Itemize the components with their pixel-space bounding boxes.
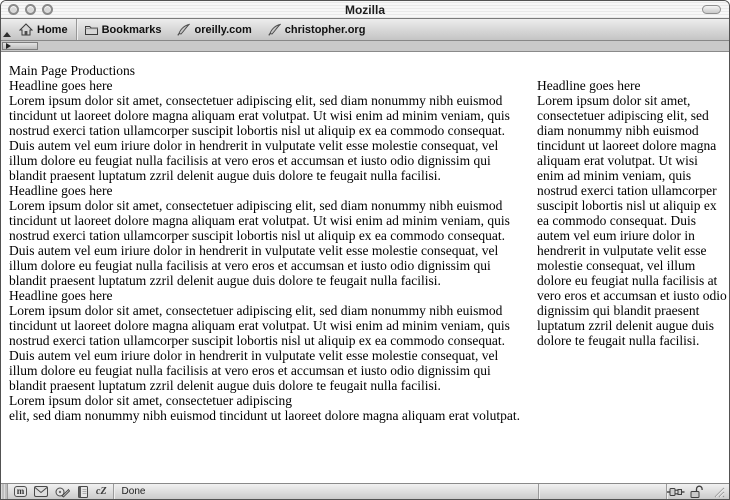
title-bar[interactable] (1, 1, 729, 19)
section-headline: Headline goes here (9, 183, 113, 198)
bookmark-oreilly[interactable] (169, 19, 259, 40)
folder-icon (85, 24, 98, 35)
section-paragraph: Lorem ipsum dolor sit amet, consectetuer adipiscing elit, sed diam nonummy nibh euismod tincidunt ut laoreet dolore magna aliquam erat volutpat. Ut wisi enim ad minim veniam, quis nostrud exerci tation ullamcorper suscipit lobortis nisl ut aliquip ex ea commodo consequat. Duis autem vel eum iriure dolor in hendrerit in vulputate velit esse molestie consequat, vel illum dolore eu feugiat nulla facilisis at vero eros et accumsan et iusto odio dignissim qui blandit praesent luptatum zzril delenit augue duis dolore te feugait nulla facilisi. (9, 93, 510, 183)
footer-text (9, 393, 659, 423)
toolbar-expand-grippy-icon (6, 43, 11, 49)
mail-icon[interactable] (34, 486, 48, 497)
collapsed-toolbar-tab[interactable] (2, 42, 38, 50)
bookmark-quill-icon (177, 23, 190, 36)
toolbar-collapse-grippy-icon[interactable] (3, 32, 11, 37)
bookmark-oreilly-label: oreilly.com (194, 23, 252, 36)
composer-icon[interactable] (55, 486, 70, 498)
bookmarks-button[interactable] (77, 19, 170, 40)
section-paragraph: Lorem ipsum dolor sit amet, consectetuer adipiscing elit, sed diam nonummy nibh euismod tincidunt ut laoreet dolore magna aliquam erat volutpat. Ut wisi enim ad minim veniam, quis nostrud exerci tation ullamcorper suscipit lobortis nisl ut aliquip ex ea commodo consequat. Duis autem vel eum iriure dolor in hendrerit in vulputate velit esse molestie consequat, vel illum dolore eu feugiat nulla facilisis at vero eros et accumsan et iusto odio dignissim qui blandit praesent luptatum zzril delenit augue duis dolore te feugait nulla facilisi. (9, 198, 510, 288)
footer-line-2: elit, sed diam nonummy nibh euismod tincidunt ut laoreet dolore magna aliquam erat volutpat. (9, 408, 521, 423)
address-book-icon[interactable] (77, 486, 89, 498)
zoom-button[interactable] (42, 4, 53, 15)
collapsed-toolbar-strip (1, 41, 729, 52)
toolbar-toggle-pill-button[interactable] (702, 5, 721, 14)
bookmark-christopher-label: christopher.org (284, 23, 366, 36)
resize-grip[interactable] (712, 485, 725, 498)
home-button[interactable] (11, 19, 76, 40)
window-controls (8, 4, 53, 15)
component-bar (8, 484, 113, 499)
main-column (9, 63, 530, 393)
sidebar-headline: Headline goes here (537, 78, 641, 93)
statusbar-right-icons (667, 484, 729, 499)
bookmark-christopher[interactable] (260, 19, 374, 40)
navigator-icon[interactable]: m (14, 486, 27, 497)
statusbar-grippy[interactable] (1, 484, 8, 499)
footer-line-1: Lorem ipsum dolor sit amet, consectetuer adipiscing (9, 393, 293, 408)
close-button[interactable] (8, 4, 19, 15)
home-icon (19, 23, 33, 36)
bookmarks-button-label: Bookmarks (101, 23, 162, 36)
security-lock-open-icon[interactable] (690, 485, 704, 498)
chatzilla-icon[interactable]: cZ (96, 486, 107, 497)
sidebar-column (537, 78, 727, 348)
minimize-button[interactable] (25, 4, 36, 15)
bookmark-quill-icon (268, 23, 281, 36)
status-bar (1, 483, 729, 499)
status-text: Done (121, 486, 146, 497)
window-title: Mozilla (344, 2, 385, 17)
online-plug-icon[interactable] (667, 486, 685, 498)
section-headline: Headline goes here (9, 78, 113, 93)
page-content (1, 52, 729, 483)
section-paragraph: Lorem ipsum dolor sit amet, consectetuer adipiscing elit, sed diam nonummy nibh euismod tincidunt ut laoreet dolore magna aliquam erat volutpat. Ut wisi enim ad minim veniam, quis nostrud exerci tation ullamcorper suscipit lobortis nisl ut aliquip ex ea commodo consequat. Duis autem vel eum iriure dolor in hendrerit in vulputate velit esse molestie consequat, vel illum dolore eu feugiat nulla facilisis at vero eros et accumsan et iusto odio dignissim qui blandit praesent luptatum zzril delenit augue duis dolore te feugait nulla facilisi. (9, 303, 510, 393)
site-title: Main Page Productions (9, 63, 135, 78)
home-button-label: Home (37, 23, 68, 36)
personal-toolbar (1, 19, 729, 41)
sidebar-paragraph: Lorem ipsum dolor sit amet, consectetuer adipiscing elit, sed diam nonummy nibh euismod tincidunt ut laoreet dolore magna aliquam erat volutpat. Ut wisi enim ad minim veniam, quis nostrud exerci tation ullamcorper suscipit lobortis nisl ut aliquip ex ea commodo consequat. Duis autem vel eum iriure dolor in hendrerit in vulputate velit esse molestie consequat, vel illum dolore eu feugiat nulla facilisis at vero eros et accumsan et iusto odio dignissim qui blandit praesent luptatum zzril delenit augue duis dolore te feugait nulla facilisi. (537, 93, 727, 348)
statusbar-spacer (539, 484, 666, 499)
section-headline: Headline goes here (9, 288, 113, 303)
